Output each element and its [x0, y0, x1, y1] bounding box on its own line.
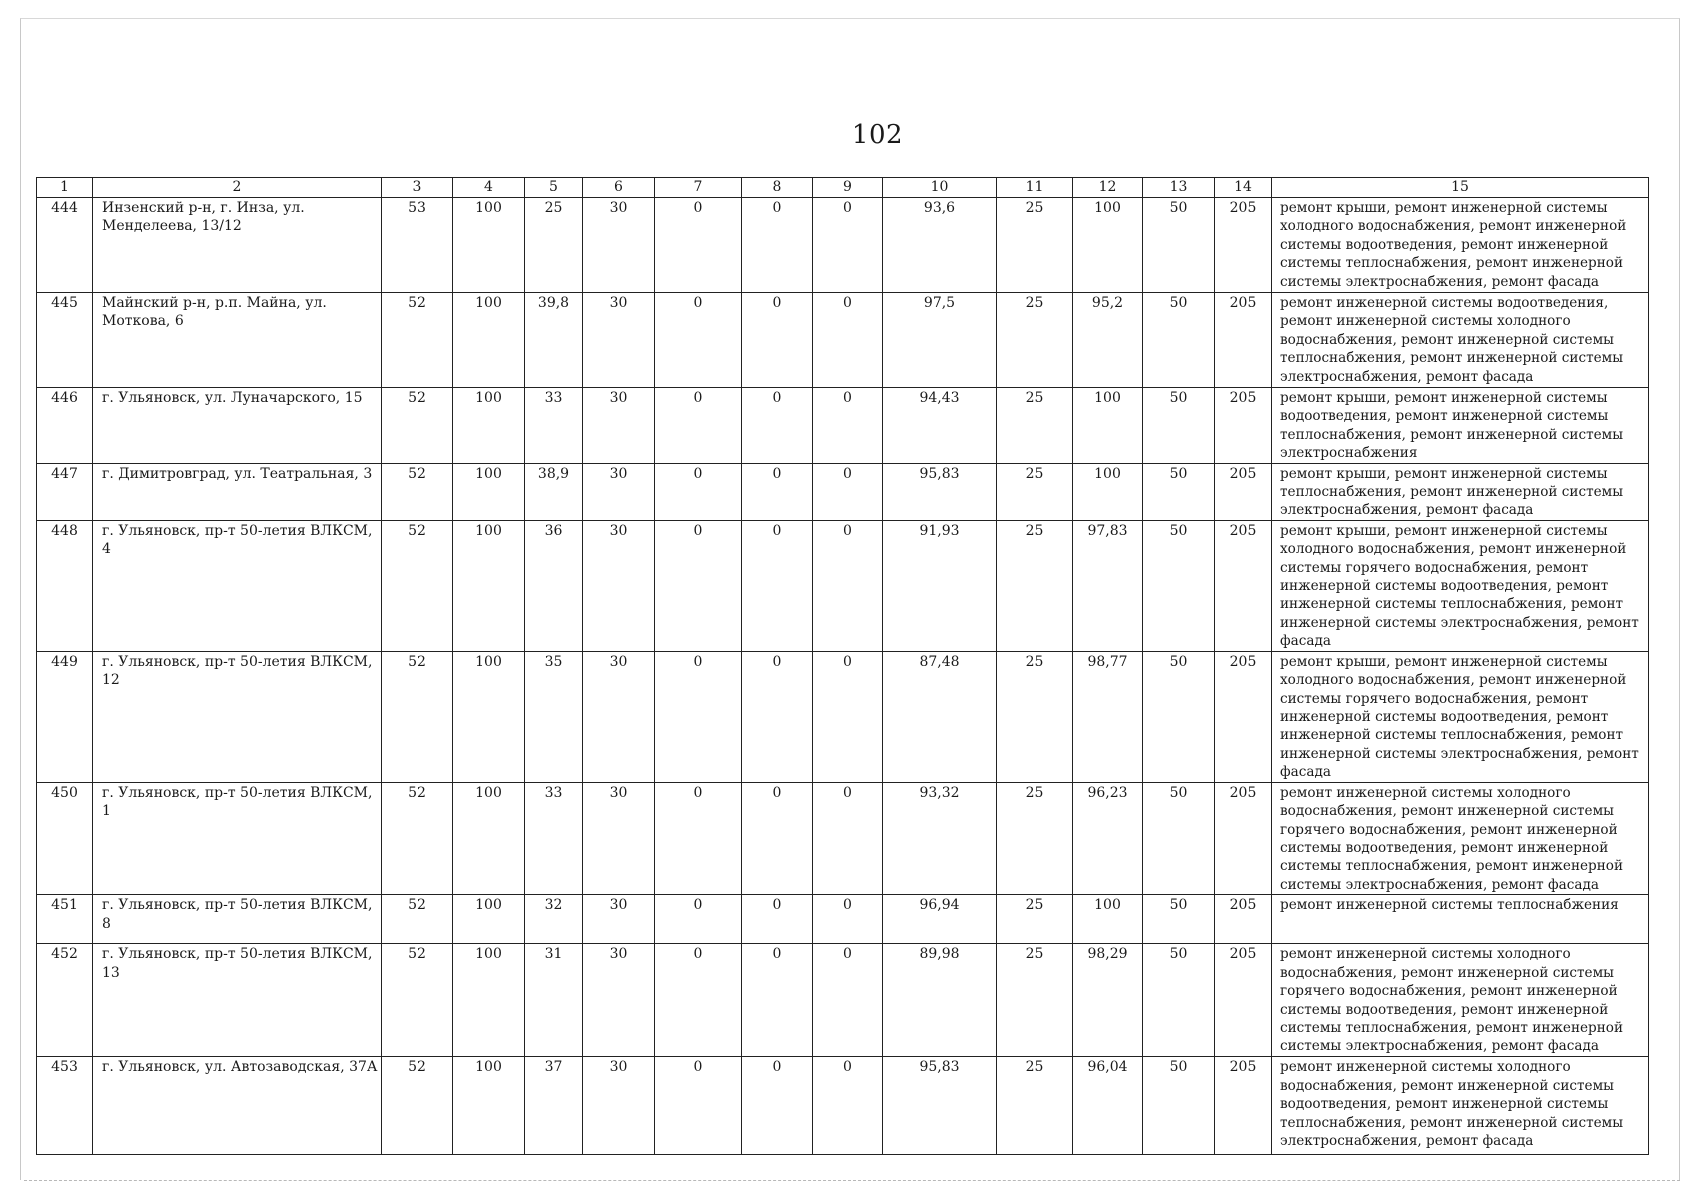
- works-list-cell: ремонт инженерной системы холодного водоснабжения, ремонт инженерной системы водоотведения, ремонт инженерной системы теплоснабжения, ремонт инженерной системы электроснабжения, ремонт фасада: [1272, 1057, 1649, 1155]
- value-cell: 0: [742, 463, 813, 520]
- row-number-cell: 446: [37, 388, 93, 464]
- address-cell: Инзенский р-н, г. Инза, ул. Менделеева, 13/12: [93, 198, 382, 293]
- value-cell: 50: [1143, 1057, 1215, 1155]
- page-bottom-edge: [24, 1180, 1680, 1181]
- value-cell: 94,43: [883, 388, 997, 464]
- value-cell: 0: [813, 895, 883, 944]
- column-number: 4: [453, 178, 525, 198]
- value-cell: 50: [1143, 388, 1215, 464]
- works-list-cell: ремонт инженерной системы холодного водоснабжения, ремонт инженерной системы горячего водоснабжения, ремонт инженерной системы водоотведения, ремонт инженерной системы теплоснабжения, ремонт инженерной системы электроснабжения, ремонт фасада: [1272, 782, 1649, 894]
- value-cell: 25: [997, 198, 1073, 293]
- table-row: [37, 651, 1649, 782]
- value-cell: 93,32: [883, 782, 997, 894]
- page-number: 102: [851, 120, 904, 150]
- value-cell: 50: [1143, 651, 1215, 782]
- value-cell: 25: [997, 651, 1073, 782]
- value-cell: 96,94: [883, 895, 997, 944]
- repair-program-table: [36, 177, 1649, 1155]
- value-cell: 95,2: [1073, 293, 1143, 388]
- value-cell: 25: [997, 944, 1073, 1057]
- value-cell: 100: [453, 293, 525, 388]
- value-cell: 30: [583, 293, 655, 388]
- works-list-cell: ремонт крыши, ремонт инженерной системы холодного водоснабжения, ремонт инженерной системы горячего водоснабжения, ремонт инженерной системы водоотведения, ремонт инженерной системы теплоснабжения, ремонт инженерной системы электроснабжения, ремонт фасада: [1272, 520, 1649, 651]
- table-row: [37, 944, 1649, 1057]
- value-cell: 100: [453, 1057, 525, 1155]
- value-cell: 0: [813, 520, 883, 651]
- value-cell: 38,9: [525, 463, 583, 520]
- value-cell: 0: [742, 388, 813, 464]
- row-number-cell: 450: [37, 782, 93, 894]
- address-cell: г. Ульяновск, ул. Автозаводская, 37А: [93, 1057, 382, 1155]
- value-cell: 205: [1215, 293, 1272, 388]
- address-cell: г. Ульяновск, пр-т 50-летия ВЛКСМ, 4: [93, 520, 382, 651]
- value-cell: 0: [742, 520, 813, 651]
- value-cell: 0: [813, 293, 883, 388]
- column-number: 14: [1215, 178, 1272, 198]
- row-number-cell: 447: [37, 463, 93, 520]
- value-cell: 30: [583, 1057, 655, 1155]
- value-cell: 50: [1143, 198, 1215, 293]
- address-cell: г. Ульяновск, пр-т 50-летия ВЛКСМ, 8: [93, 895, 382, 944]
- value-cell: 52: [382, 463, 453, 520]
- table-row: [37, 520, 1649, 651]
- value-cell: 205: [1215, 895, 1272, 944]
- value-cell: 33: [525, 782, 583, 894]
- value-cell: 100: [453, 651, 525, 782]
- value-cell: 0: [655, 520, 742, 651]
- address-cell: Майнский р-н, р.п. Майна, ул. Моткова, 6: [93, 293, 382, 388]
- column-number: 6: [583, 178, 655, 198]
- value-cell: 25: [525, 198, 583, 293]
- value-cell: 0: [813, 782, 883, 894]
- value-cell: 205: [1215, 388, 1272, 464]
- works-list-cell: ремонт крыши, ремонт инженерной системы водоотведения, ремонт инженерной системы теплоснабжения, ремонт инженерной системы электроснабжения: [1272, 388, 1649, 464]
- value-cell: 205: [1215, 651, 1272, 782]
- column-number-row: [37, 178, 1649, 198]
- row-number-cell: 453: [37, 1057, 93, 1155]
- value-cell: 0: [742, 198, 813, 293]
- value-cell: 0: [813, 198, 883, 293]
- value-cell: 87,48: [883, 651, 997, 782]
- value-cell: 52: [382, 944, 453, 1057]
- value-cell: 31: [525, 944, 583, 1057]
- value-cell: 50: [1143, 293, 1215, 388]
- table-row: [37, 463, 1649, 520]
- row-number-cell: 451: [37, 895, 93, 944]
- row-number-cell: 452: [37, 944, 93, 1057]
- value-cell: 205: [1215, 782, 1272, 894]
- value-cell: 53: [382, 198, 453, 293]
- column-number: 10: [883, 178, 997, 198]
- value-cell: 0: [742, 895, 813, 944]
- table-row: [37, 782, 1649, 894]
- column-number: 3: [382, 178, 453, 198]
- value-cell: 25: [997, 895, 1073, 944]
- value-cell: 100: [1073, 198, 1143, 293]
- value-cell: 0: [813, 651, 883, 782]
- value-cell: 98,77: [1073, 651, 1143, 782]
- value-cell: 30: [583, 198, 655, 293]
- value-cell: 30: [583, 782, 655, 894]
- row-number-cell: 445: [37, 293, 93, 388]
- value-cell: 30: [583, 944, 655, 1057]
- value-cell: 0: [655, 651, 742, 782]
- value-cell: 0: [742, 293, 813, 388]
- column-number: 2: [93, 178, 382, 198]
- value-cell: 97,83: [1073, 520, 1143, 651]
- value-cell: 100: [453, 198, 525, 293]
- table-body: [37, 198, 1649, 1155]
- row-number-cell: 444: [37, 198, 93, 293]
- column-number: 13: [1143, 178, 1215, 198]
- table-row: [37, 895, 1649, 944]
- value-cell: 0: [655, 388, 742, 464]
- value-cell: 97,5: [883, 293, 997, 388]
- row-number-cell: 448: [37, 520, 93, 651]
- address-cell: г. Димитровград, ул. Театральная, 3: [93, 463, 382, 520]
- value-cell: 0: [655, 1057, 742, 1155]
- value-cell: 93,6: [883, 198, 997, 293]
- value-cell: 0: [655, 895, 742, 944]
- value-cell: 0: [655, 463, 742, 520]
- table-row: [37, 388, 1649, 464]
- value-cell: 100: [453, 782, 525, 894]
- value-cell: 0: [655, 293, 742, 388]
- value-cell: 50: [1143, 944, 1215, 1057]
- address-cell: г. Ульяновск, пр-т 50-летия ВЛКСМ, 12: [93, 651, 382, 782]
- value-cell: 0: [813, 944, 883, 1057]
- value-cell: 0: [655, 944, 742, 1057]
- works-list-cell: ремонт инженерной системы холодного водоснабжения, ремонт инженерной системы горячего водоснабжения, ремонт инженерной системы водоотведения, ремонт инженерной системы теплоснабжения, ремонт инженерной системы электроснабжения, ремонт фасада: [1272, 944, 1649, 1057]
- value-cell: 100: [453, 944, 525, 1057]
- value-cell: 35: [525, 651, 583, 782]
- column-number: 5: [525, 178, 583, 198]
- value-cell: 89,98: [883, 944, 997, 1057]
- value-cell: 37: [525, 1057, 583, 1155]
- value-cell: 0: [813, 463, 883, 520]
- value-cell: 32: [525, 895, 583, 944]
- value-cell: 98,29: [1073, 944, 1143, 1057]
- value-cell: 36: [525, 520, 583, 651]
- value-cell: 30: [583, 388, 655, 464]
- column-number: 15: [1272, 178, 1649, 198]
- value-cell: 205: [1215, 198, 1272, 293]
- address-cell: г. Ульяновск, ул. Луначарского, 15: [93, 388, 382, 464]
- value-cell: 205: [1215, 944, 1272, 1057]
- value-cell: 25: [997, 293, 1073, 388]
- column-number: 11: [997, 178, 1073, 198]
- value-cell: 52: [382, 651, 453, 782]
- works-list-cell: ремонт инженерной системы водоотведения, ремонт инженерной системы холодного водоснабжения, ремонт инженерной системы теплоснабжения, ремонт инженерной системы электроснабжения, ремонт фасада: [1272, 293, 1649, 388]
- value-cell: 25: [997, 520, 1073, 651]
- value-cell: 52: [382, 388, 453, 464]
- works-list-cell: ремонт крыши, ремонт инженерной системы холодного водоснабжения, ремонт инженерной системы водоотведения, ремонт инженерной системы теплоснабжения, ремонт инженерной системы электроснабжения, ремонт фасада: [1272, 198, 1649, 293]
- value-cell: 33: [525, 388, 583, 464]
- value-cell: 100: [1073, 388, 1143, 464]
- value-cell: 0: [742, 944, 813, 1057]
- table-row: [37, 1057, 1649, 1155]
- address-cell: г. Ульяновск, пр-т 50-летия ВЛКСМ, 1: [93, 782, 382, 894]
- table-row: [37, 198, 1649, 293]
- row-number-cell: 449: [37, 651, 93, 782]
- works-list-cell: ремонт крыши, ремонт инженерной системы теплоснабжения, ремонт инженерной системы электроснабжения, ремонт фасада: [1272, 463, 1649, 520]
- works-list-cell: ремонт инженерной системы теплоснабжения: [1272, 895, 1649, 944]
- value-cell: 52: [382, 895, 453, 944]
- column-number: 12: [1073, 178, 1143, 198]
- value-cell: 205: [1215, 1057, 1272, 1155]
- value-cell: 52: [382, 1057, 453, 1155]
- value-cell: 50: [1143, 463, 1215, 520]
- value-cell: 0: [655, 198, 742, 293]
- value-cell: 100: [453, 388, 525, 464]
- value-cell: 25: [997, 388, 1073, 464]
- address-cell: г. Ульяновск, пр-т 50-летия ВЛКСМ, 13: [93, 944, 382, 1057]
- value-cell: 96,23: [1073, 782, 1143, 894]
- value-cell: 100: [453, 463, 525, 520]
- value-cell: 39,8: [525, 293, 583, 388]
- value-cell: 50: [1143, 782, 1215, 894]
- works-list-cell: ремонт крыши, ремонт инженерной системы холодного водоснабжения, ремонт инженерной системы горячего водоснабжения, ремонт инженерной системы водоотведения, ремонт инженерной системы теплоснабжения, ремонт инженерной системы электроснабжения, ремонт фасада: [1272, 651, 1649, 782]
- value-cell: 100: [1073, 463, 1143, 520]
- value-cell: 52: [382, 293, 453, 388]
- value-cell: 205: [1215, 520, 1272, 651]
- value-cell: 50: [1143, 520, 1215, 651]
- value-cell: 96,04: [1073, 1057, 1143, 1155]
- column-number: 8: [742, 178, 813, 198]
- value-cell: 52: [382, 520, 453, 651]
- value-cell: 100: [453, 895, 525, 944]
- value-cell: 30: [583, 895, 655, 944]
- value-cell: 25: [997, 463, 1073, 520]
- value-cell: 30: [583, 463, 655, 520]
- table-row: [37, 293, 1649, 388]
- value-cell: 95,83: [883, 1057, 997, 1155]
- value-cell: 50: [1143, 895, 1215, 944]
- value-cell: 95,83: [883, 463, 997, 520]
- value-cell: 52: [382, 782, 453, 894]
- column-number: 1: [37, 178, 93, 198]
- value-cell: 0: [813, 388, 883, 464]
- value-cell: 100: [1073, 895, 1143, 944]
- value-cell: 100: [453, 520, 525, 651]
- value-cell: 0: [742, 1057, 813, 1155]
- value-cell: 0: [655, 782, 742, 894]
- column-number: 9: [813, 178, 883, 198]
- value-cell: 0: [742, 651, 813, 782]
- value-cell: 205: [1215, 463, 1272, 520]
- value-cell: 30: [583, 651, 655, 782]
- value-cell: 91,93: [883, 520, 997, 651]
- value-cell: 30: [583, 520, 655, 651]
- column-number: 7: [655, 178, 742, 198]
- value-cell: 25: [997, 782, 1073, 894]
- value-cell: 0: [742, 782, 813, 894]
- value-cell: 0: [813, 1057, 883, 1155]
- value-cell: 25: [997, 1057, 1073, 1155]
